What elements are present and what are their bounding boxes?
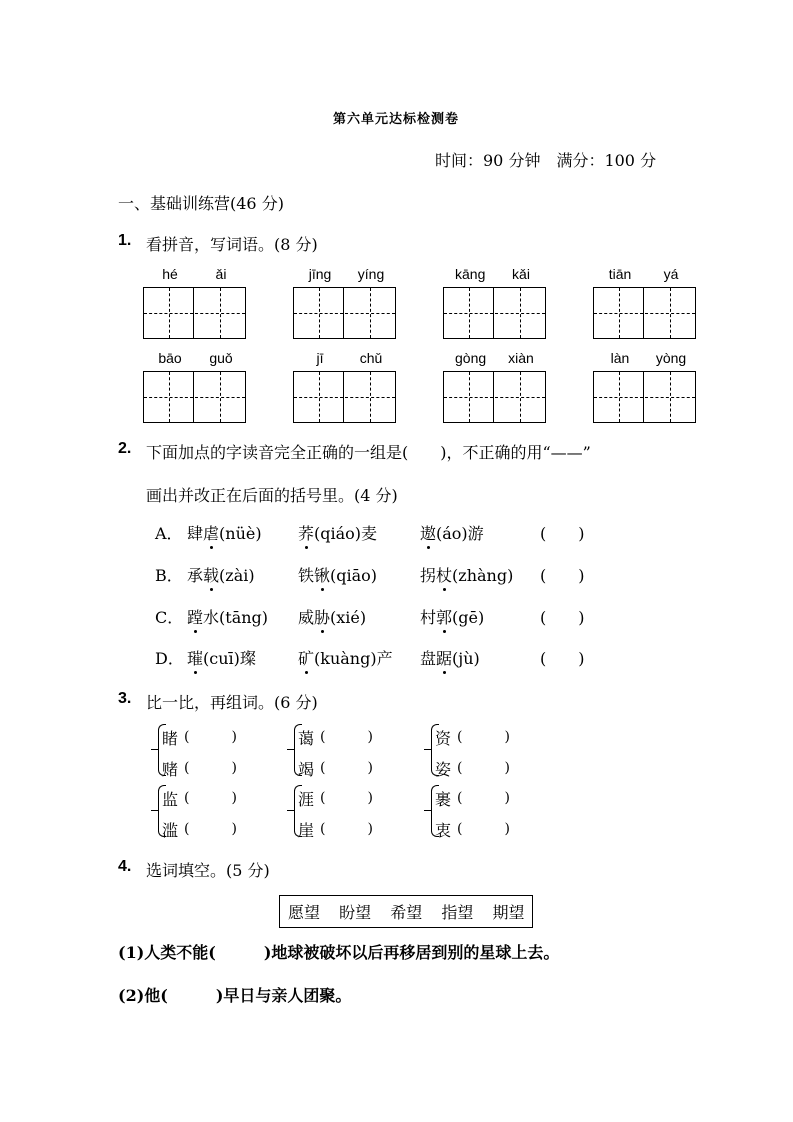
word-suffix: (zài): [219, 566, 255, 585]
word-blank[interactable]: ( ): [320, 790, 373, 806]
writing-cell[interactable]: [594, 288, 644, 338]
word-suffix: (kuàng)产: [314, 649, 393, 668]
writing-grid[interactable]: [443, 287, 546, 339]
writing-cell[interactable]: [645, 288, 695, 338]
question-text: 下面加点的字读音完全正确的一组是( )，不正确的用“——”: [146, 443, 591, 462]
compare-char: 赌: [162, 760, 179, 779]
answer-blank: ( ): [540, 524, 585, 543]
dotted-char: 蹚: [187, 605, 203, 628]
option-word: [187, 521, 262, 544]
word-prefix: 铁: [298, 566, 315, 585]
answer-paren: [540, 605, 585, 628]
pinyin-label: kāng: [455, 266, 486, 282]
option-word: [420, 646, 480, 669]
option-label: [155, 521, 183, 544]
answer-blank: ( ): [540, 649, 585, 668]
dotted-char: 荞: [298, 521, 314, 544]
option-word: [420, 563, 513, 586]
word-blank[interactable]: ( ): [184, 790, 237, 806]
option-label: [155, 563, 183, 586]
writing-cell[interactable]: [495, 372, 545, 422]
option-word: [187, 605, 268, 628]
pinyin-label: hé: [162, 266, 178, 282]
writing-grid[interactable]: [443, 371, 546, 423]
option-word: [420, 521, 484, 544]
dotted-char: 载: [203, 563, 219, 586]
word-option: 希望: [390, 903, 423, 922]
word-bank-box: [279, 895, 533, 928]
compare-char: 睹: [162, 729, 179, 748]
option-word: [298, 605, 366, 628]
writing-cell[interactable]: [495, 288, 545, 338]
pinyin-label: jīng: [308, 266, 332, 282]
word-prefix: 盘: [420, 649, 437, 668]
writing-cell[interactable]: [594, 372, 644, 422]
compare-char: 资: [435, 729, 452, 748]
writing-cell[interactable]: [294, 288, 344, 338]
answer-blank: ( ): [540, 566, 585, 585]
word-option: 期望: [492, 903, 525, 922]
pinyin-label: yòng: [655, 350, 687, 366]
question-number: 4.: [118, 858, 132, 875]
question-number: 2.: [118, 440, 132, 457]
pinyin-label: làn: [610, 350, 630, 366]
question-text: 选词填空。(5 分): [146, 861, 270, 880]
pinyin-label: chǔ: [359, 350, 383, 366]
word-option: 愿望: [288, 903, 321, 922]
writing-cell[interactable]: [144, 372, 194, 422]
pinyin-label: yá: [663, 266, 679, 282]
compare-char: 衷: [435, 821, 452, 840]
fill-sentence-1: (1)人类不能( )地球被破坏以后再移居到别的星球上去。: [118, 943, 560, 962]
option-letter: A．: [155, 524, 183, 543]
compare-char: 滥: [162, 821, 179, 840]
writing-grid[interactable]: [593, 371, 696, 423]
writing-cell[interactable]: [144, 288, 194, 338]
word-prefix: 肆: [187, 524, 204, 543]
answer-paren: [540, 646, 585, 669]
word-blank[interactable]: ( ): [184, 729, 237, 745]
compare-char: 崖: [298, 821, 315, 840]
word-blank[interactable]: ( ): [320, 729, 373, 745]
word-prefix: 拐: [420, 566, 437, 585]
word-blank[interactable]: ( ): [457, 760, 510, 776]
writing-grid[interactable]: [293, 371, 396, 423]
word-suffix: (qiáo)麦: [314, 524, 378, 543]
pinyin-label: gòng: [455, 350, 487, 366]
answer-paren: [540, 563, 585, 586]
dotted-char: 虐: [203, 521, 219, 544]
pinyin-label: ǎi: [215, 266, 227, 282]
writing-cell[interactable]: [444, 288, 494, 338]
word-suffix: (áo)游: [436, 524, 484, 543]
answer-paren: [540, 521, 585, 544]
word-blank[interactable]: ( ): [457, 729, 510, 745]
compare-char: 涯: [298, 790, 315, 809]
word-suffix: (xié): [330, 608, 367, 627]
page-title: 第六单元达标检测卷: [333, 112, 460, 127]
dotted-char: 胁: [314, 605, 330, 628]
writing-grid[interactable]: [143, 287, 246, 339]
word-blank[interactable]: ( ): [184, 760, 237, 776]
compare-char: 监: [162, 790, 179, 809]
word-suffix: (qiāo): [330, 566, 378, 585]
option-label: [155, 646, 184, 669]
option-word: [298, 646, 393, 669]
word-prefix: 威: [298, 608, 315, 627]
option-word: [420, 605, 484, 628]
dotted-char: 璀: [187, 646, 203, 669]
dotted-char: 遨: [420, 521, 436, 544]
compare-char: 竭: [298, 760, 315, 779]
dotted-char: 踞: [436, 646, 452, 669]
option-letter: D．: [155, 649, 184, 668]
option-word: [187, 646, 256, 669]
question-number: 3.: [118, 690, 132, 707]
word-option: 指望: [441, 903, 474, 922]
section-heading: 一、基础训练营(46 分): [118, 194, 284, 213]
word-suffix: (cuī)璨: [203, 649, 256, 668]
word-suffix: (jù): [452, 649, 480, 668]
writing-cell[interactable]: [645, 372, 695, 422]
option-letter: C．: [155, 608, 184, 627]
writing-cell[interactable]: [294, 372, 344, 422]
time-score-info: 时间：90 分钟 满分：100 分: [435, 151, 657, 170]
pinyin-label: yíng: [357, 266, 385, 282]
writing-cell[interactable]: [444, 372, 494, 422]
option-word: [187, 563, 255, 586]
question-text: 看拼音，写词语。(8 分): [146, 235, 318, 254]
writing-grid[interactable]: [593, 287, 696, 339]
fill-sentence-2: (2)他( )早日与亲人团聚。: [118, 986, 352, 1005]
dotted-char: 矿: [298, 646, 314, 669]
word-prefix: 村: [420, 608, 437, 627]
word-suffix: (nüè): [219, 524, 262, 543]
pinyin-label: jī: [316, 350, 324, 366]
compare-char: 蔼: [298, 729, 315, 748]
word-prefix: 承: [187, 566, 204, 585]
word-suffix: 水(tāng): [203, 608, 269, 627]
writing-grid[interactable]: [143, 371, 246, 423]
dotted-char: 锹: [314, 563, 330, 586]
option-letter: B．: [155, 566, 183, 585]
writing-cell[interactable]: [195, 288, 245, 338]
writing-grid[interactable]: [293, 287, 396, 339]
word-blank[interactable]: ( ): [457, 821, 510, 837]
word-blank[interactable]: ( ): [184, 821, 237, 837]
dotted-char: 郭: [436, 605, 452, 628]
compare-char: 裹: [435, 790, 452, 809]
word-suffix: (zhàng): [452, 566, 514, 585]
word-option: 盼望: [339, 903, 372, 922]
writing-cell[interactable]: [195, 372, 245, 422]
pinyin-label: bāo: [158, 350, 182, 366]
word-blank[interactable]: ( ): [320, 760, 373, 776]
writing-cell[interactable]: [345, 288, 395, 338]
compare-char: 姿: [435, 760, 452, 779]
option-word: [298, 563, 377, 586]
writing-cell[interactable]: [345, 372, 395, 422]
question-number: 1.: [118, 232, 132, 249]
word-suffix: (gē): [452, 608, 485, 627]
question-text-continued: 画出并改正在后面的括号里。(4 分): [146, 486, 398, 505]
dotted-char: 杖: [436, 563, 452, 586]
option-word: [298, 521, 377, 544]
question-text: 比一比，再组词。(6 分): [146, 693, 318, 712]
option-label: [155, 605, 183, 628]
pinyin-label: xiàn: [508, 350, 534, 366]
word-blank[interactable]: ( ): [320, 821, 373, 837]
pinyin-label: tiān: [608, 266, 632, 282]
pinyin-label: kǎi: [512, 266, 530, 282]
word-blank[interactable]: ( ): [457, 790, 510, 806]
answer-blank: ( ): [540, 608, 585, 627]
pinyin-label: guǒ: [209, 350, 233, 366]
